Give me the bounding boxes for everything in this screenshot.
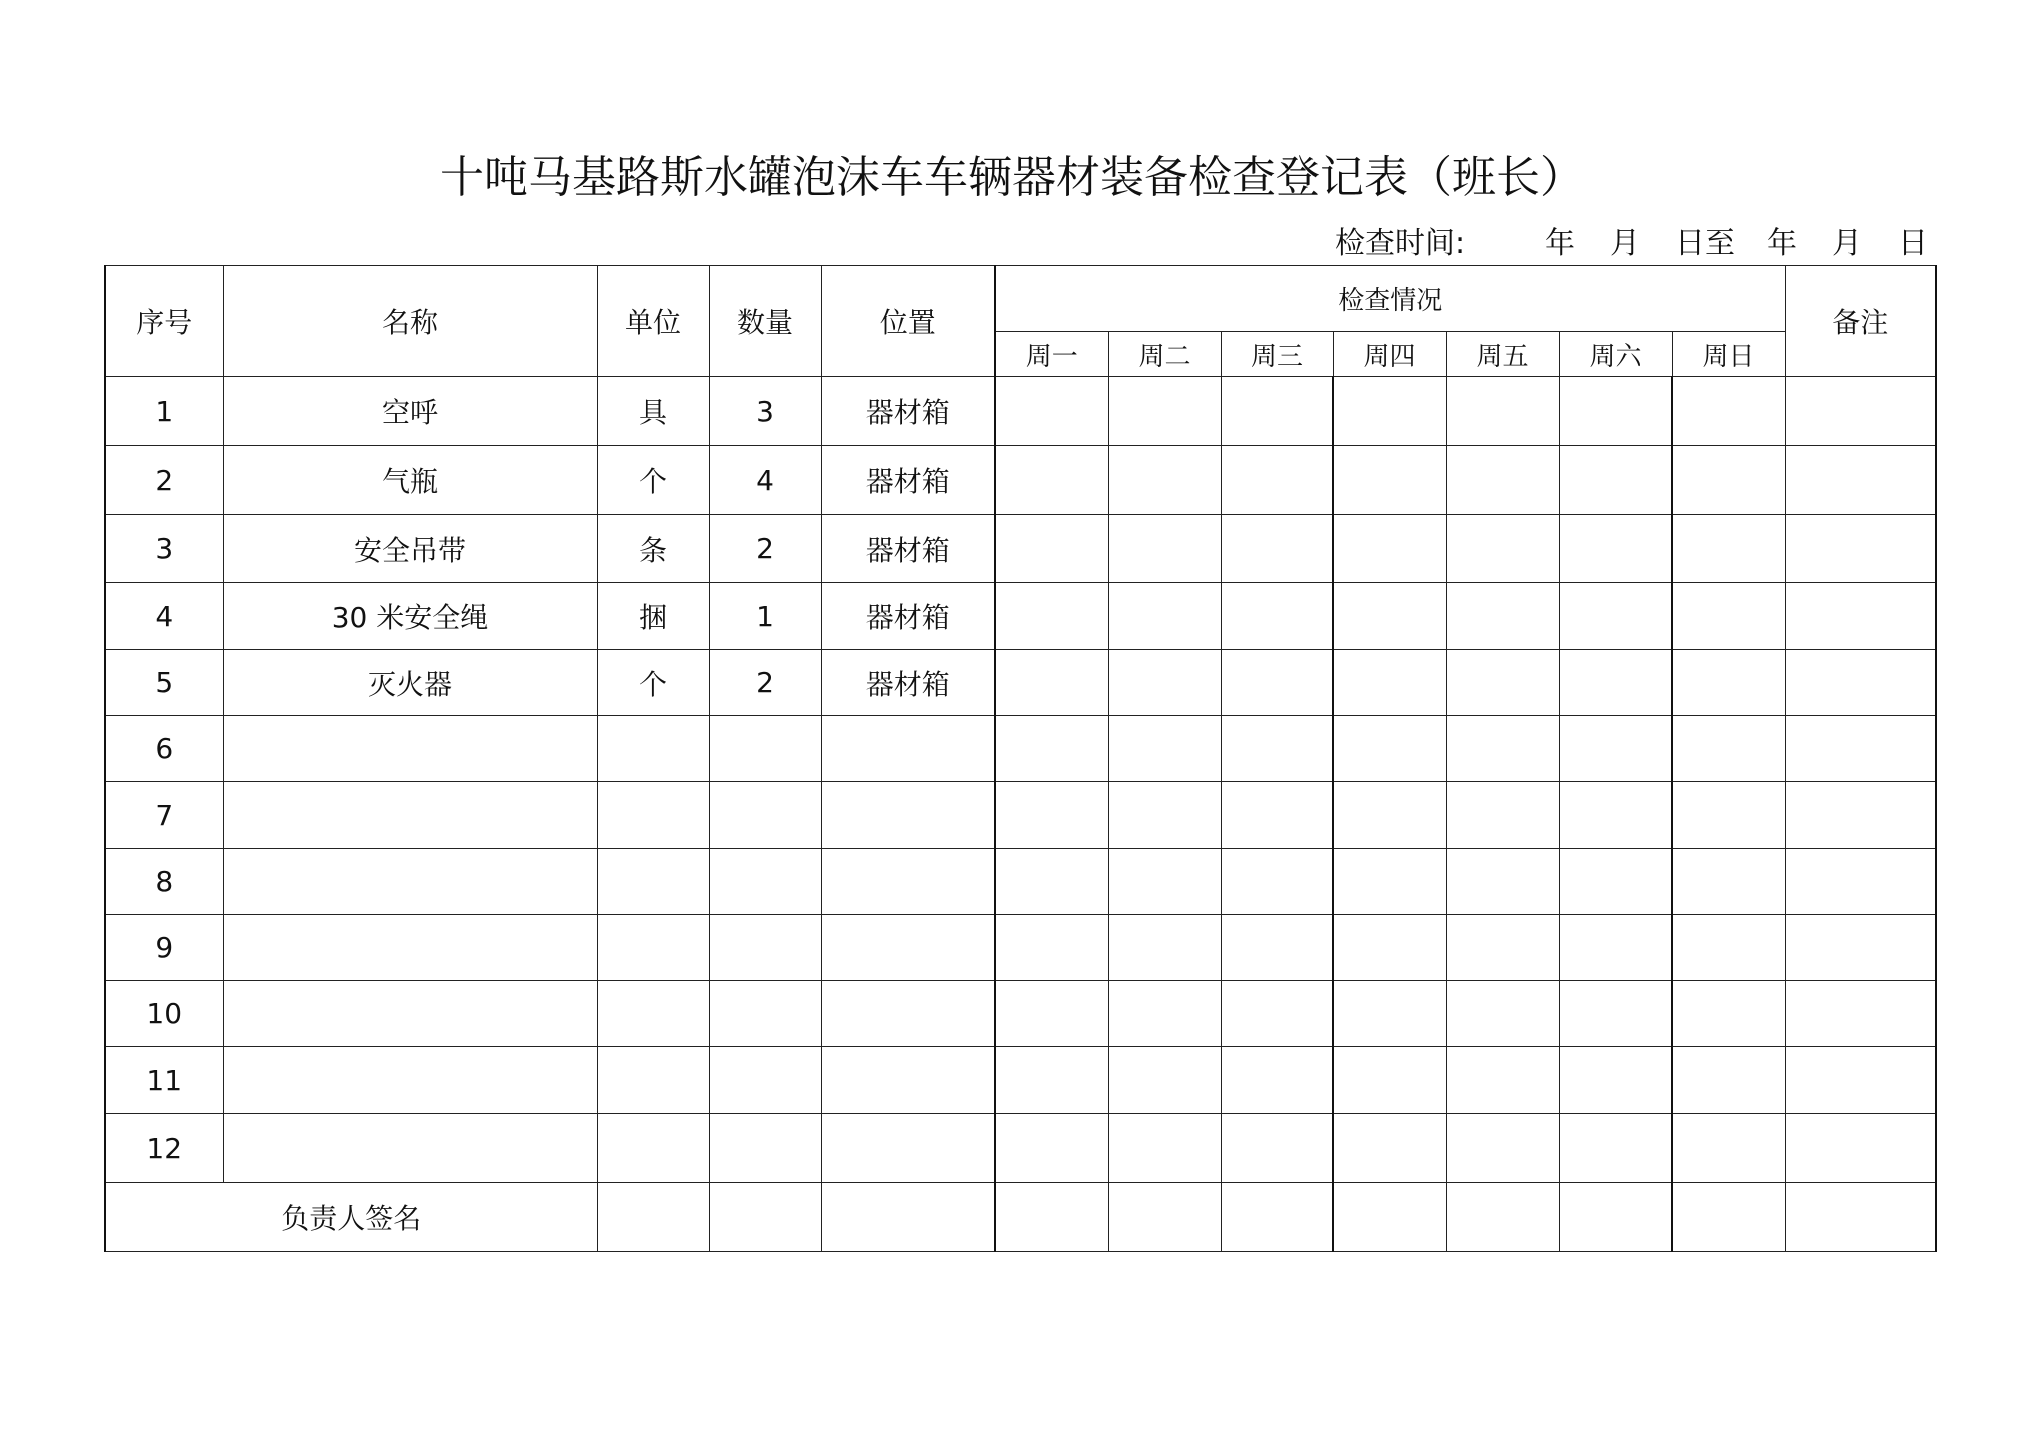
signature-label: 负责人签名 — [105, 1183, 597, 1252]
cell-location: 器材箱 — [821, 650, 995, 716]
cell-check-day-7[interactable] — [1672, 583, 1785, 650]
cell-check-day-6[interactable] — [1559, 515, 1672, 583]
table-row — [105, 377, 1936, 446]
cell-qty — [709, 915, 821, 981]
cell-check-day-3[interactable] — [1221, 915, 1333, 981]
cell-check-day-7[interactable] — [1672, 1047, 1785, 1114]
cell-seq: 12 — [105, 1114, 223, 1183]
table-row — [105, 716, 1936, 782]
cell-remark[interactable] — [1785, 1114, 1936, 1183]
cell-check-day-3[interactable] — [1221, 1114, 1333, 1183]
cell-check-day-2[interactable] — [1108, 849, 1221, 915]
table-row — [105, 583, 1936, 650]
cell-check-day-1[interactable] — [995, 583, 1108, 650]
cell-check-day-1[interactable] — [995, 1114, 1108, 1183]
cell-check-day-7[interactable] — [1672, 377, 1785, 446]
cell-seq: 3 — [105, 515, 223, 583]
cell-check-day-5[interactable] — [1446, 377, 1559, 446]
cell-location — [821, 1114, 995, 1183]
cell-check-day-4[interactable] — [1333, 981, 1446, 1047]
cell-check-day-5[interactable] — [1446, 583, 1559, 650]
header-day-sun: 周日 — [1672, 332, 1785, 377]
cell-check-day-3[interactable] — [1221, 515, 1333, 583]
cell-location — [821, 849, 995, 915]
signature-remark-cell[interactable] — [1785, 1183, 1936, 1252]
table-row — [105, 981, 1936, 1047]
year-label-1: 年 — [1545, 226, 1575, 261]
cell-remark[interactable] — [1785, 515, 1936, 583]
cell-location — [821, 716, 995, 782]
cell-check-day-4[interactable] — [1333, 515, 1446, 583]
cell-seq: 10 — [105, 981, 223, 1047]
cell-check-day-1[interactable] — [995, 1047, 1108, 1114]
header-day-mon: 周一 — [995, 332, 1108, 377]
cell-check-day-1[interactable] — [995, 377, 1108, 446]
cell-check-day-3[interactable] — [1221, 849, 1333, 915]
cell-check-day-3[interactable] — [1221, 782, 1333, 849]
cell-unit — [597, 981, 709, 1047]
signature-cell[interactable] — [1672, 1183, 1785, 1252]
cell-check-day-6[interactable] — [1559, 782, 1672, 849]
cell-location — [821, 1047, 995, 1114]
cell-check-day-7[interactable] — [1672, 446, 1785, 515]
cell-qty — [709, 1047, 821, 1114]
cell-remark[interactable] — [1785, 716, 1936, 782]
signature-cell[interactable] — [1446, 1183, 1559, 1252]
cell-check-day-6[interactable] — [1559, 716, 1672, 782]
cell-seq: 6 — [105, 716, 223, 782]
cell-check-day-5[interactable] — [1446, 446, 1559, 515]
inspection-table — [104, 265, 1937, 1252]
cell-check-day-1[interactable] — [995, 981, 1108, 1047]
cell-location: 器材箱 — [821, 377, 995, 446]
cell-qty: 1 — [709, 583, 821, 650]
cell-check-day-3[interactable] — [1221, 981, 1333, 1047]
cell-unit — [597, 1047, 709, 1114]
cell-check-day-7[interactable] — [1672, 915, 1785, 981]
table-row — [105, 1114, 1936, 1183]
cell-location — [821, 915, 995, 981]
cell-unit: 捆 — [597, 583, 709, 650]
cell-check-day-6[interactable] — [1559, 446, 1672, 515]
header-remark: 备注 — [1785, 266, 1936, 377]
header-check-status: 检查情况 — [995, 266, 1785, 332]
cell-check-day-4[interactable] — [1333, 915, 1446, 981]
cell-qty: 3 — [709, 377, 821, 446]
cell-check-day-4[interactable] — [1333, 1047, 1446, 1114]
cell-check-day-6[interactable] — [1559, 915, 1672, 981]
cell-check-day-2[interactable] — [1108, 1047, 1221, 1114]
signature-cell[interactable] — [1559, 1183, 1672, 1252]
cell-check-day-7[interactable] — [1672, 716, 1785, 782]
cell-check-day-4[interactable] — [1333, 377, 1446, 446]
header-day-sat: 周六 — [1559, 332, 1672, 377]
cell-check-day-7[interactable] — [1672, 981, 1785, 1047]
day-to-label: 日至 — [1675, 226, 1735, 261]
cell-check-day-4[interactable] — [1333, 782, 1446, 849]
cell-qty: 2 — [709, 515, 821, 583]
cell-name: 安全吊带 — [223, 515, 597, 583]
cell-check-day-5[interactable] — [1446, 915, 1559, 981]
year-label-2: 年 — [1767, 226, 1797, 261]
cell-seq: 7 — [105, 782, 223, 849]
cell-check-day-7[interactable] — [1672, 1114, 1785, 1183]
cell-seq: 8 — [105, 849, 223, 915]
cell-name — [223, 849, 597, 915]
cell-check-day-2[interactable] — [1108, 515, 1221, 583]
cell-name — [223, 981, 597, 1047]
table-row — [105, 849, 1936, 915]
cell-name — [223, 716, 597, 782]
header-day-wed: 周三 — [1221, 332, 1333, 377]
cell-check-day-5[interactable] — [1446, 716, 1559, 782]
cell-check-day-5[interactable] — [1446, 782, 1559, 849]
inspection-time-line — [1335, 226, 1935, 262]
cell-check-day-5[interactable] — [1446, 981, 1559, 1047]
header-name: 名称 — [223, 266, 597, 377]
cell-check-day-7[interactable] — [1672, 849, 1785, 915]
cell-name — [223, 782, 597, 849]
cell-remark[interactable] — [1785, 446, 1936, 515]
cell-check-day-3[interactable] — [1221, 446, 1333, 515]
month-label-2: 月 — [1832, 226, 1862, 261]
cell-seq: 11 — [105, 1047, 223, 1114]
header-day-thu: 周四 — [1333, 332, 1446, 377]
cell-check-day-2[interactable] — [1108, 446, 1221, 515]
cell-remark[interactable] — [1785, 915, 1936, 981]
cell-unit: 条 — [597, 515, 709, 583]
form-title: 十吨马基路斯水罐泡沫车车辆器材装备检查登记表（班长） — [440, 152, 1584, 203]
signature-cell[interactable] — [1221, 1183, 1333, 1252]
day-label-2: 日 — [1898, 226, 1928, 261]
signature-cell[interactable] — [1108, 1183, 1221, 1252]
cell-qty: 4 — [709, 446, 821, 515]
cell-check-day-6[interactable] — [1559, 1047, 1672, 1114]
signature-cell[interactable] — [1333, 1183, 1446, 1252]
cell-remark[interactable] — [1785, 849, 1936, 915]
table-row — [105, 915, 1936, 981]
table-row — [105, 650, 1936, 716]
cell-check-day-6[interactable] — [1559, 583, 1672, 650]
cell-qty — [709, 849, 821, 915]
cell-check-day-4[interactable] — [1333, 1114, 1446, 1183]
cell-seq: 2 — [105, 446, 223, 515]
cell-check-day-4[interactable] — [1333, 716, 1446, 782]
cell-remark[interactable] — [1785, 782, 1936, 849]
cell-remark[interactable] — [1785, 1047, 1936, 1114]
cell-qty — [709, 981, 821, 1047]
cell-check-day-3[interactable] — [1221, 650, 1333, 716]
cell-name: 30 米安全绳 — [223, 583, 597, 650]
cell-check-day-4[interactable] — [1333, 849, 1446, 915]
cell-unit — [597, 782, 709, 849]
table-row — [105, 782, 1936, 849]
cell-check-day-2[interactable] — [1108, 782, 1221, 849]
cell-check-day-1[interactable] — [995, 782, 1108, 849]
cell-check-day-2[interactable] — [1108, 1114, 1221, 1183]
cell-name — [223, 1047, 597, 1114]
cell-unit — [597, 849, 709, 915]
cell-unit: 个 — [597, 650, 709, 716]
cell-name — [223, 1114, 597, 1183]
cell-seq: 1 — [105, 377, 223, 446]
header-qty: 数量 — [709, 266, 821, 377]
cell-check-day-3[interactable] — [1221, 377, 1333, 446]
cell-qty: 2 — [709, 650, 821, 716]
cell-seq: 4 — [105, 583, 223, 650]
cell-check-day-5[interactable] — [1446, 849, 1559, 915]
header-unit: 单位 — [597, 266, 709, 377]
month-label-1: 月 — [1610, 226, 1640, 261]
cell-check-day-2[interactable] — [1108, 377, 1221, 446]
cell-check-day-1[interactable] — [995, 849, 1108, 915]
cell-unit: 个 — [597, 446, 709, 515]
cell-check-day-5[interactable] — [1446, 650, 1559, 716]
cell-location: 器材箱 — [821, 515, 995, 583]
cell-check-day-1[interactable] — [995, 716, 1108, 782]
table-row — [105, 515, 1936, 583]
cell-check-day-5[interactable] — [1446, 515, 1559, 583]
cell-check-day-6[interactable] — [1559, 981, 1672, 1047]
table-row — [105, 1047, 1936, 1114]
header-day-fri: 周五 — [1446, 332, 1559, 377]
header-seq: 序号 — [105, 266, 223, 377]
cell-check-day-2[interactable] — [1108, 981, 1221, 1047]
cell-check-day-6[interactable] — [1559, 1114, 1672, 1183]
cell-check-day-1[interactable] — [995, 915, 1108, 981]
cell-qty — [709, 782, 821, 849]
cell-name: 气瓶 — [223, 446, 597, 515]
cell-unit — [597, 1114, 709, 1183]
cell-name: 灭火器 — [223, 650, 597, 716]
cell-remark[interactable] — [1785, 650, 1936, 716]
cell-qty — [709, 716, 821, 782]
cell-seq: 5 — [105, 650, 223, 716]
header-location: 位置 — [821, 266, 995, 377]
header-day-tue: 周二 — [1108, 332, 1221, 377]
cell-check-day-6[interactable] — [1559, 650, 1672, 716]
cell-check-day-1[interactable] — [995, 446, 1108, 515]
cell-check-day-5[interactable] — [1446, 1114, 1559, 1183]
inspection-time-label: 检查时间: — [1335, 226, 1466, 261]
cell-remark[interactable] — [1785, 981, 1936, 1047]
signature-cell[interactable] — [995, 1183, 1108, 1252]
cell-unit — [597, 716, 709, 782]
cell-check-day-6[interactable] — [1559, 377, 1672, 446]
cell-check-day-4[interactable] — [1333, 583, 1446, 650]
cell-location: 器材箱 — [821, 583, 995, 650]
cell-name: 空呼 — [223, 377, 597, 446]
table-row — [105, 446, 1936, 515]
signature-cell[interactable] — [597, 1183, 709, 1252]
cell-unit: 具 — [597, 377, 709, 446]
cell-check-day-3[interactable] — [1221, 583, 1333, 650]
signature-cell[interactable] — [821, 1183, 995, 1252]
cell-remark[interactable] — [1785, 583, 1936, 650]
cell-check-day-2[interactable] — [1108, 650, 1221, 716]
cell-location: 器材箱 — [821, 446, 995, 515]
cell-check-day-1[interactable] — [995, 515, 1108, 583]
cell-check-day-2[interactable] — [1108, 583, 1221, 650]
cell-location — [821, 782, 995, 849]
cell-check-day-4[interactable] — [1333, 650, 1446, 716]
cell-unit — [597, 915, 709, 981]
cell-check-day-1[interactable] — [995, 650, 1108, 716]
cell-check-day-2[interactable] — [1108, 915, 1221, 981]
cell-seq: 9 — [105, 915, 223, 981]
cell-qty — [709, 1114, 821, 1183]
signature-cell[interactable] — [709, 1183, 821, 1252]
cell-check-day-5[interactable] — [1446, 1047, 1559, 1114]
signature-row — [105, 1183, 1936, 1252]
cell-check-day-3[interactable] — [1221, 716, 1333, 782]
cell-check-day-6[interactable] — [1559, 849, 1672, 915]
cell-check-day-3[interactable] — [1221, 1047, 1333, 1114]
cell-location — [821, 981, 995, 1047]
cell-check-day-7[interactable] — [1672, 782, 1785, 849]
cell-name — [223, 915, 597, 981]
cell-check-day-4[interactable] — [1333, 446, 1446, 515]
cell-check-day-7[interactable] — [1672, 515, 1785, 583]
cell-check-day-7[interactable] — [1672, 650, 1785, 716]
cell-check-day-2[interactable] — [1108, 716, 1221, 782]
cell-remark[interactable] — [1785, 377, 1936, 446]
